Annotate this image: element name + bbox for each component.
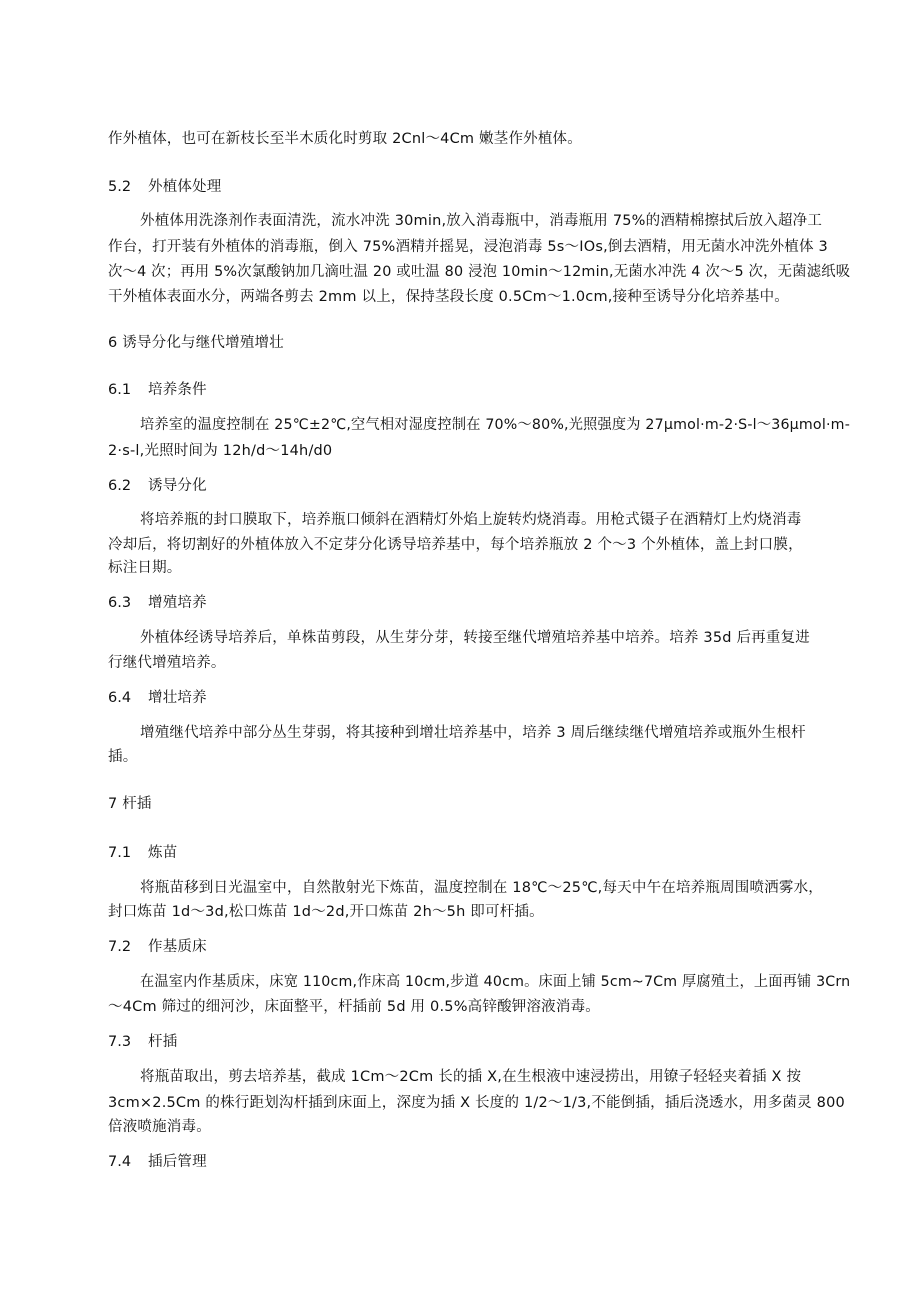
section-number-5-2: 5.2 — [108, 179, 132, 195]
section-title-7-4: 插后管理 — [148, 1154, 207, 1170]
section-number-6-2: 6.2 — [108, 478, 132, 494]
section-number-7-1: 7.1 — [108, 845, 132, 861]
paragraph-line: 将瓶苗移到日光温室中，自然散射光下炼苗，温度控制在 18℃～25℃,每天中午在培养瓶周围喷洒雾水， — [140, 880, 823, 896]
section-number-7-2: 7.2 — [108, 939, 132, 955]
section-title-7-1: 炼苗 — [148, 845, 178, 861]
section-title-6-4: 增壮培养 — [148, 690, 207, 706]
section-number-7-3: 7.3 — [108, 1034, 132, 1050]
paragraph-line: 封口炼苗 1d～3d,松口炼苗 1d～2d,开口炼苗 2h～5h 即可杆插。 — [108, 904, 544, 920]
chapter-title-6: 6 诱导分化与继代增殖增壮 — [108, 335, 284, 351]
section-title-7-2: 作基质床 — [148, 939, 207, 955]
paragraph-line: 在温室内作基质床，床宽 110cm,作床高 10cm,步道 40cm。床面上铺 5cm~7Cm 厚腐殖土，上面再铺 3Crn — [140, 974, 851, 990]
section-number-7-4: 7.4 — [108, 1154, 132, 1170]
section-number-6-1: 6.1 — [108, 382, 132, 398]
chapter-title-7: 7 杆插 — [108, 796, 152, 812]
paragraph-line: ～4Cm 筛过的细河沙，床面整平，杆插前 5d 用 0.5%高锌酸钾溶液消毒。 — [108, 999, 600, 1015]
paragraph-line: 将培养瓶的封口膜取下，培养瓶口倾斜在酒精灯外焰上旋转灼烧消毒。用枪式镊子在酒精灯上灼烧消毒 — [140, 512, 802, 528]
paragraph-line: 将瓶苗取出，剪去培养基，截成 1Cm～2Cm 长的插 X,在生根液中速浸捞出，用镣子轻轻夹着插 X 按 — [140, 1069, 802, 1085]
paragraph-line: 冷却后，将切割好的外植体放入不定芽分化诱导培养基中，每个培养瓶放 2 个～3 个外植体，盖上封口膜， — [108, 537, 803, 553]
paragraph-line: 次～4 次；再用 5%次氯酸钠加几滴吐温 20 或吐温 80 浸泡 10min～12min,无菌水冲洗 4 次～5 次，无菌滤纸吸 — [108, 264, 851, 280]
paragraph-line: 插。 — [108, 749, 138, 765]
paragraph-line: 培养室的温度控制在 25℃±2℃,空气相对湿度控制在 70%～80%,光照强度为 27μmol·m-2·S-l～36μmol·m- — [140, 417, 851, 433]
section-title-6-2: 诱导分化 — [148, 478, 207, 494]
section-number-6-4: 6.4 — [108, 690, 132, 706]
paragraph-line: 倍液喷施消毒。 — [108, 1119, 211, 1135]
paragraph-line: 作台，打开装有外植体的消毒瓶，倒入 75%酒精并摇晃，浸泡消毒 5s～IOs,倒去酒精，用无菌水冲洗外植体 3 — [108, 239, 828, 255]
paragraph-intro-tail: 作外植体，也可在新枝长至半木质化时剪取 2Cnl～4Cm 嫩茎作外植体。 — [108, 131, 582, 147]
paragraph-line: 行继代增殖培养。 — [108, 655, 226, 671]
section-title-6-3: 增殖培养 — [148, 595, 207, 611]
paragraph-line: 增殖继代培养中部分丛生芽弱，将其接种到增壮培养基中，培养 3 周后继续继代增殖培养或瓶外生根杆 — [140, 725, 806, 741]
paragraph-line: 外植体经诱导培养后，单株苗剪段，从生芽分芽，转接至继代增殖培养基中培养。培养 35d 后再重复进 — [140, 630, 810, 646]
paragraph-line: 3cm×2.5Cm 的株行距划沟杆插到床面上，深度为插 X 长度的 1/2～1/3,不能倒插，插后浇透水，用多菌灵 800 — [108, 1095, 845, 1111]
paragraph-line: 标注日期。 — [108, 560, 182, 576]
section-title-6-1: 培养条件 — [148, 382, 207, 398]
paragraph-line: 外植体用洗涤剂作表面清洗，流水冲洗 30min,放入消毒瓶中，消毒瓶用 75%的酒精棉擦拭后放入超净工 — [140, 213, 823, 229]
paragraph-line: 干外植体表面水分，两端各剪去 2mm 以上，保持茎段长度 0.5Cm～1.0cm,接种至诱导分化培养基中。 — [108, 289, 789, 305]
section-number-6-3: 6.3 — [108, 595, 132, 611]
section-title-5-2: 外植体处理 — [148, 179, 222, 195]
paragraph-line: 2·s-l,光照时间为 12h/d～14h/d0 — [108, 443, 333, 459]
section-title-7-3: 杆插 — [148, 1034, 178, 1050]
